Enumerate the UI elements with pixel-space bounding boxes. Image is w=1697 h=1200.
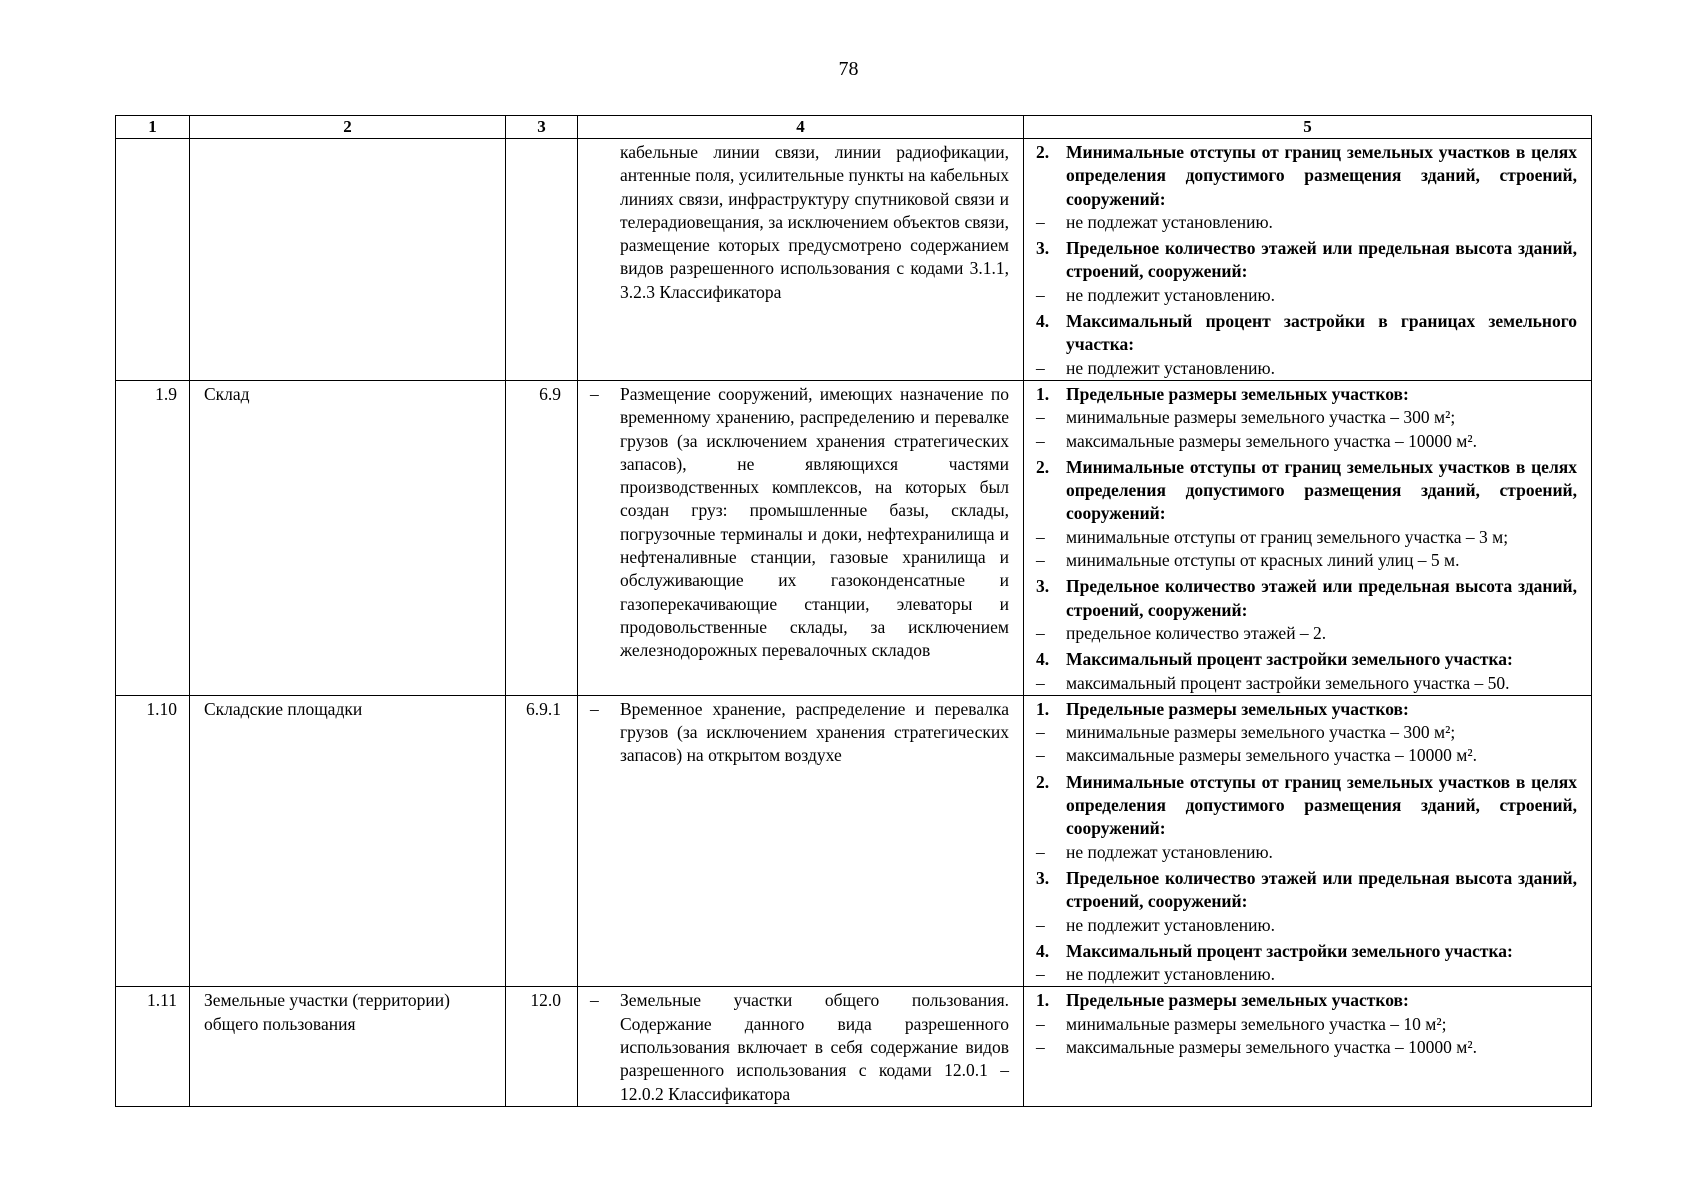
- column-header: 2: [190, 116, 506, 139]
- parameter-value-text: минимальные отступы от границ земельного участка – 3 м;: [1066, 526, 1509, 547]
- dash-bullet: –: [590, 383, 599, 404]
- dash-bullet: –: [1036, 407, 1045, 428]
- parameter-value: [1032, 357, 1577, 380]
- parameter-value-text: не подлежит установлению.: [1066, 357, 1275, 378]
- parameter-title: Предельные размеры земельных участков:: [1066, 698, 1409, 719]
- parameter-value: [1032, 672, 1577, 695]
- parameter-value: [1032, 284, 1577, 307]
- table-row: [116, 987, 1592, 1106]
- dash-bullet: –: [1036, 841, 1045, 862]
- parameter-value: [1032, 406, 1577, 429]
- column-header: 3: [506, 116, 578, 139]
- column-header: 1: [116, 116, 190, 139]
- dash-bullet: –: [1036, 745, 1045, 766]
- parameter-value: [1032, 1013, 1577, 1036]
- parameter-value-text: максимальные размеры земельного участка – 10000 м².: [1066, 745, 1477, 766]
- parameter-number: 4.: [1036, 940, 1050, 961]
- parameter-value-text: минимальные размеры земельного участка – 300 м²;: [1066, 407, 1456, 428]
- parameter-value-text: минимальные отступы от красных линий улиц – 5 м.: [1066, 550, 1460, 571]
- table-row: [116, 380, 1592, 695]
- parameter-heading: [1032, 141, 1577, 211]
- parameter-value: [1032, 744, 1577, 767]
- dash-bullet: –: [1036, 550, 1045, 571]
- parameter-value: [1032, 622, 1577, 645]
- use-type-description: [578, 987, 1024, 1106]
- parameter-title: Минимальные отступы от границ земельных участков в целях определения допустимого размещения зданий, строений, сооружений:: [1066, 142, 1577, 209]
- dash-bullet: –: [1036, 622, 1045, 643]
- dash-bullet: –: [1036, 1036, 1045, 1057]
- parameter-value-text: максимальные размеры земельного участка – 10000 м².: [1066, 430, 1477, 451]
- row-number: 1.10: [116, 695, 190, 987]
- parameter-number: 3.: [1036, 238, 1050, 259]
- table-body: [116, 139, 1592, 1107]
- parameter-title: Предельное количество этажей или предельная высота зданий, строений, сооружений:: [1066, 238, 1577, 282]
- description-text: кабельные линии связи, линии радиофикации, антенные поля, усилительные пункты на кабельных линиях связи, инфраструктуру спутниковой связи и телерадиовещания, за исключением объектов связи, размещение которых предусмотрено содержанием видов разрешенного использования с кодами 3.1.1, 3.2.3 Классификатора: [620, 142, 1009, 302]
- page-number: 78: [838, 58, 859, 80]
- classifier-code: [506, 139, 578, 381]
- use-type-name: Складские площадки: [190, 695, 506, 987]
- row-number: [116, 139, 190, 381]
- parameter-heading: [1032, 867, 1577, 914]
- parameter-heading: [1032, 383, 1577, 406]
- dash-bullet: –: [1036, 357, 1045, 378]
- parameter-title: Максимальный процент застройки в границах земельного участка:: [1066, 311, 1577, 355]
- parameter-value: [1032, 1036, 1577, 1059]
- parameter-value: [1032, 963, 1577, 986]
- parameter-number: 2.: [1036, 456, 1050, 477]
- parameter-value: [1032, 914, 1577, 937]
- parameter-value: [1032, 211, 1577, 234]
- parameter-number: 3.: [1036, 576, 1050, 597]
- parameter-value-text: предельное количество этажей – 2.: [1066, 622, 1327, 643]
- parameter-number: 4.: [1036, 649, 1050, 670]
- parameter-value-text: минимальные размеры земельного участка – 10 м²;: [1066, 1013, 1447, 1034]
- description-text: Размещение сооружений, имеющих назначение по временному хранению, распределению и перевалке грузов (за исключением хранения стратегических запасов), не являющихся частями производственных комплексов, на которых был создан груз: промышленные базы, склады, погрузочные терминалы и доки, нефтехранилища и нефтеналивные станции, газовые хранилища и обслуживающие их газоконденсатные и газоперекачивающие станции, элеваторы и продовольственные склады, за исключением железнодорожных перевалочных складов: [620, 383, 1009, 661]
- parameter-value: [1032, 430, 1577, 453]
- parameter-title: Предельное количество этажей или предельная высота зданий, строений, сооружений:: [1066, 867, 1577, 912]
- parameter-title: Максимальный процент застройки земельного участка:: [1066, 649, 1513, 670]
- dash-bullet: –: [1036, 430, 1045, 451]
- parameter-value-text: максимальные размеры земельного участка – 10000 м².: [1066, 1036, 1477, 1057]
- description-item: [586, 698, 1009, 768]
- regulations-table: [115, 115, 1592, 1107]
- building-parameters: [1024, 987, 1592, 1106]
- parameter-number: 1.: [1036, 698, 1050, 719]
- parameter-heading: [1032, 575, 1577, 622]
- dash-bullet: –: [1036, 526, 1045, 547]
- use-type-name: Склад: [190, 380, 506, 695]
- dash-bullet: –: [590, 990, 599, 1011]
- parameter-number: 2.: [1036, 142, 1050, 162]
- classifier-code: 6.9: [506, 380, 578, 695]
- parameter-number: 1.: [1036, 383, 1050, 404]
- parameter-title: Максимальный процент застройки земельного участка:: [1066, 940, 1513, 961]
- parameter-title: Предельные размеры земельных участков:: [1066, 383, 1409, 404]
- parameter-heading: [1032, 989, 1577, 1012]
- use-type-description: [578, 139, 1024, 381]
- dash-bullet: –: [1036, 1013, 1045, 1034]
- table-row: [116, 139, 1592, 381]
- dash-bullet: –: [1036, 964, 1045, 985]
- parameter-heading: [1032, 940, 1577, 963]
- description-text: Земельные участки общего пользования. Содержание данного вида разрешенного использования включает в себя содержание видов разрешенного использования с кодами 12.0.1 – 12.0.2 Классификатора: [620, 990, 1009, 1104]
- parameter-value-text: максимальный процент застройки земельного участка – 50.: [1066, 672, 1510, 693]
- parameter-value: [1032, 526, 1577, 549]
- dash-bullet: –: [1036, 914, 1045, 935]
- dash-bullet: –: [590, 698, 599, 719]
- parameter-title: Предельное количество этажей или предельная высота зданий, строений, сооружений:: [1066, 576, 1577, 620]
- parameter-heading: [1032, 698, 1577, 721]
- classifier-code: 6.9.1: [506, 695, 578, 987]
- parameter-value-text: не подлежат установлению.: [1066, 211, 1273, 232]
- parameter-value: [1032, 549, 1577, 572]
- parameter-value: [1032, 721, 1577, 744]
- classifier-code: 12.0: [506, 987, 578, 1106]
- parameter-heading: [1032, 237, 1577, 284]
- parameter-title: Минимальные отступы от границ земельных участков в целях определения допустимого размещения зданий, строений, сооружений:: [1066, 456, 1577, 524]
- parameter-heading: [1032, 648, 1577, 671]
- parameter-number: 1.: [1036, 990, 1050, 1011]
- description-item: [586, 383, 1009, 663]
- dash-bullet: –: [1036, 672, 1045, 693]
- description-item: [586, 989, 1009, 1105]
- parameter-heading: [1032, 310, 1577, 357]
- table-row: [116, 695, 1592, 987]
- building-parameters: [1024, 380, 1592, 695]
- parameter-heading: [1032, 771, 1577, 841]
- row-number: 1.9: [116, 380, 190, 695]
- row-number: 1.11: [116, 987, 190, 1106]
- dash-bullet: –: [1036, 211, 1045, 232]
- building-parameters: [1024, 695, 1592, 987]
- use-type-name: Земельные участки (территории) общего пользования: [190, 987, 506, 1106]
- use-type-description: [578, 695, 1024, 987]
- use-type-description: [578, 380, 1024, 695]
- parameter-value-text: минимальные размеры земельного участка – 300 м²;: [1066, 722, 1456, 743]
- parameter-value-text: не подлежит установлению.: [1066, 284, 1275, 305]
- parameter-heading: [1032, 456, 1577, 526]
- parameter-value-text: не подлежит установлению.: [1066, 914, 1275, 935]
- parameter-number: 2.: [1036, 771, 1050, 792]
- use-type-name: [190, 139, 506, 381]
- dash-bullet: –: [1036, 722, 1045, 743]
- parameter-number: 4.: [1036, 311, 1050, 332]
- table-header-row: [116, 116, 1592, 139]
- column-header: 5: [1024, 116, 1592, 139]
- parameter-value: [1032, 841, 1577, 864]
- dash-bullet: –: [1036, 284, 1045, 305]
- parameter-number: 3.: [1036, 867, 1050, 888]
- description-text: Временное хранение, распределение и перевалка грузов (за исключением хранения стратегических запасов) на открытом воздухе: [620, 698, 1009, 766]
- parameter-title: Предельные размеры земельных участков:: [1066, 990, 1409, 1011]
- parameter-value-text: не подлежат установлению.: [1066, 841, 1273, 862]
- parameter-title: Минимальные отступы от границ земельных участков в целях определения допустимого размещения зданий, строений, сооружений:: [1066, 771, 1577, 839]
- column-header: 4: [578, 116, 1024, 139]
- parameter-value-text: не подлежит установлению.: [1066, 964, 1275, 985]
- building-parameters: [1024, 139, 1592, 381]
